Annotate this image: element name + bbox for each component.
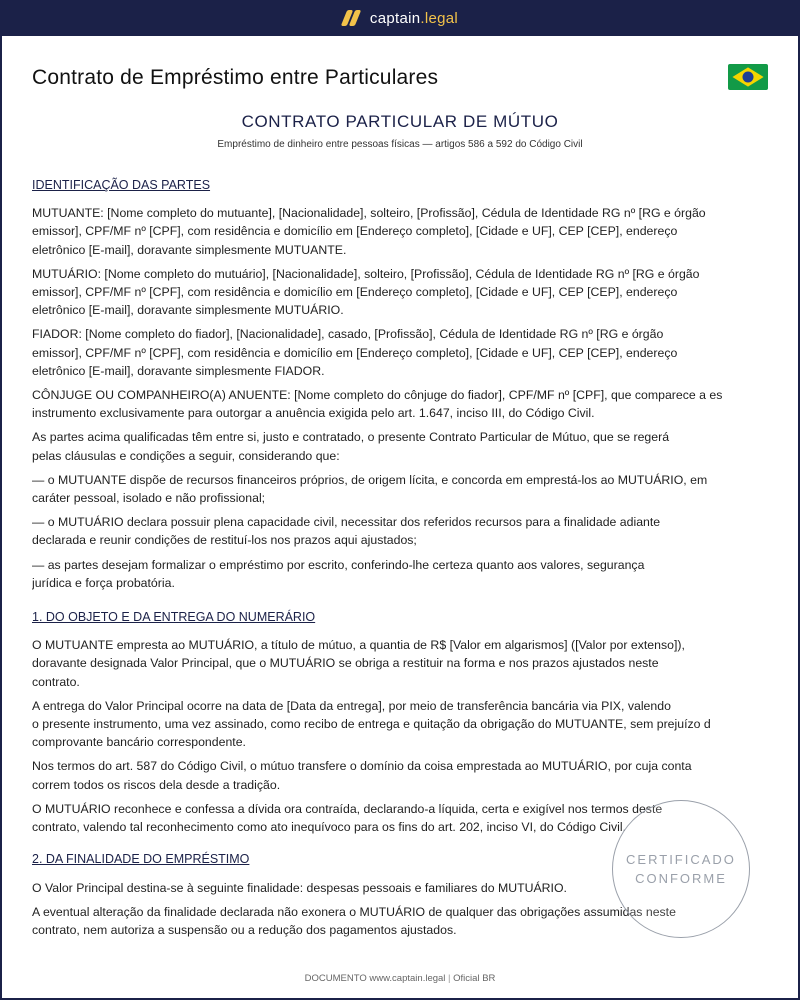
text-line: CÔNJUGE OU COMPANHEIRO(A) ANUENTE: [Nome completo do cônjuge do fiador], CPF/MF nº [CPF], que comparece a es xyxy=(32,388,723,403)
text-line: MUTUANTE: [Nome completo do mutuante], [Nacionalidade], solteiro, [Profissão], Cédula de Identidade RG nº [RG e órgão xyxy=(32,206,706,221)
text-line: — o MUTUÁRIO declara possuir plena capacidade civil, necessitar dos referidos recursos para a finalidade adiante xyxy=(32,515,661,530)
paragraph xyxy=(32,757,772,793)
paragraph xyxy=(32,513,772,549)
footer-label: DOCUMENTO xyxy=(304,973,367,984)
text-line: caráter pessoal, isolado e não profissional; xyxy=(32,491,266,506)
paragraph xyxy=(32,556,772,592)
text-line: O MUTUANTE empresta ao MUTUÁRIO, a título de mútuo, a quantia de R$ [Valor em algarismos] ([Valor por extenso]), xyxy=(32,638,685,653)
text-line: eletrônico [E-mail], doravante simplesmente MUTUÁRIO. xyxy=(32,303,344,318)
section-heading: 2. DA FINALIDADE DO EMPRÉSTIMO xyxy=(32,852,250,867)
text-line: comprovante bancário correspondente. xyxy=(32,735,246,750)
text-line: declarada e reunir condições de restituí-los nos prazos aqui ajustados; xyxy=(32,533,417,548)
brand-tld: .legal xyxy=(420,9,459,27)
paragraph xyxy=(32,265,772,320)
text-line: instrumento exclusivamente para outorgar a anuência exigida pelo art. 1.647, inciso III, do Código Civil. xyxy=(32,406,595,421)
paragraph xyxy=(32,697,772,752)
text-line: o presente instrumento, uma vez assinado, como recibo de entrega e quitação da obrigação do MUTUANTE, sem prejuízo d xyxy=(32,717,711,732)
text-line: — as partes desejam formalizar o empréstimo por escrito, conferindo-lhe certeza quanto aos valores, segurança xyxy=(32,557,645,572)
text-line: O Valor Principal destina-se à seguinte finalidade: despesas pessoais e familiares do MUTUÁRIO. xyxy=(32,880,567,895)
text-line: emissor], CPF/MF nº [CPF], com residência e domicílio em [Endereço completo], [Cidade e UF], CEP [CEP], endereço xyxy=(32,285,678,300)
text-line: doravante designada Valor Principal, que o MUTUÁRIO se obriga a restituir na forma e nos prazos ajustados neste xyxy=(32,656,659,671)
stamp-line: CONFORME xyxy=(635,871,727,886)
footer-link[interactable]: www.captain.legal xyxy=(369,973,446,984)
text-line: eletrônico [E-mail], doravante simplesmente FIADOR. xyxy=(32,363,325,378)
text-line: emissor], CPF/MF nº [CPF], com residência e domicílio em [Endereço completo], [Cidade e UF], CEP [CEP], endereço xyxy=(32,224,678,239)
document-subtitle: Empréstimo de dinheiro entre pessoas físicas — artigos 586 a 592 do Código Civil xyxy=(217,139,583,150)
paragraph xyxy=(32,386,772,422)
text-line: O MUTUÁRIO reconhece e confessa a dívida ora contraída, declarando-a líquida, certa e exigível nos termos deste xyxy=(32,801,663,816)
brand-name: captain xyxy=(369,9,421,27)
document-page xyxy=(2,36,798,998)
paragraph xyxy=(32,204,772,259)
captain-logo-icon xyxy=(342,10,360,26)
text-line: jurídica e força probatória. xyxy=(32,575,175,590)
document-title: CONTRATO PARTICULAR DE MÚTUO xyxy=(241,112,559,131)
stamp-line: CERTIFICADO xyxy=(626,852,736,867)
section-heading: IDENTIFICAÇÃO DAS PARTES xyxy=(32,178,211,192)
text-line: FIADOR: [Nome completo do fiador], [Nacionalidade], casado, [Profissão], Cédula de Identidade RG nº [RG e órgão xyxy=(32,327,664,342)
text-line: eletrônico [E-mail], doravante simplesmente MUTUANTE. xyxy=(32,242,347,257)
paragraph xyxy=(32,636,772,691)
brazil-flag-icon xyxy=(728,64,768,90)
text-line: A entrega do Valor Principal ocorre na data de [Data da entrega], por meio de transferência bancária via PIX, valendo xyxy=(32,698,671,713)
text-line: Nos termos do art. 587 do Código Civil, o mútuo transfere o domínio da coisa emprestada ao MUTUÁRIO, por cuja conta xyxy=(32,759,692,774)
text-line: pelas cláusulas e condições a seguir, considerando que: xyxy=(32,448,340,463)
section-identificacao xyxy=(32,176,772,592)
paragraph xyxy=(32,325,772,380)
text-line: emissor], CPF/MF nº [CPF], com residência e domicílio em [Endereço completo], [Cidade e UF], CEP [CEP], endereço xyxy=(32,345,678,360)
text-line: contrato, nem autoriza a suspensão ou a redução dos pagamentos ajustados. xyxy=(32,922,457,937)
text-line: correm todos os riscos dela desde a tradição. xyxy=(32,777,281,792)
text-line: contrato, valendo tal reconhecimento como ato inequívoco para os fins do art. 202, inciso VI, do Código Civil. xyxy=(32,820,627,835)
top-bar xyxy=(0,0,800,36)
text-line: MUTUÁRIO: [Nome completo do mutuário], [Nacionalidade], solteiro, [Profissão], Cédula de Identidade RG nº [RG e órgão xyxy=(32,266,700,281)
page-footer xyxy=(2,973,798,984)
text-line: A eventual alteração da finalidade declarada não exonera o MUTUÁRIO de qualquer das obrigações assumidas neste xyxy=(32,904,676,919)
text-line: As partes acima qualificadas têm entre si, justo e contratado, o presente Contrato Particular de Mútuo, que se regerá xyxy=(32,430,670,445)
footer-tag: Oficial BR xyxy=(453,973,496,984)
paragraph xyxy=(32,471,772,507)
certification-stamp xyxy=(612,800,750,938)
paragraph xyxy=(32,428,772,464)
page-title: Contrato de Empréstimo entre Particulares xyxy=(32,66,439,89)
text-line: contrato. xyxy=(32,674,80,689)
footer-separator: | xyxy=(448,973,451,984)
brand-logo[interactable] xyxy=(342,10,458,27)
text-line: — o MUTUANTE dispõe de recursos financeiros próprios, de origem lícita, e concorda em emprestá-los ao MUTUÁRIO, em xyxy=(32,472,708,487)
section-heading: 1. DO OBJETO E DA ENTREGA DO NUMERÁRIO xyxy=(32,610,316,625)
